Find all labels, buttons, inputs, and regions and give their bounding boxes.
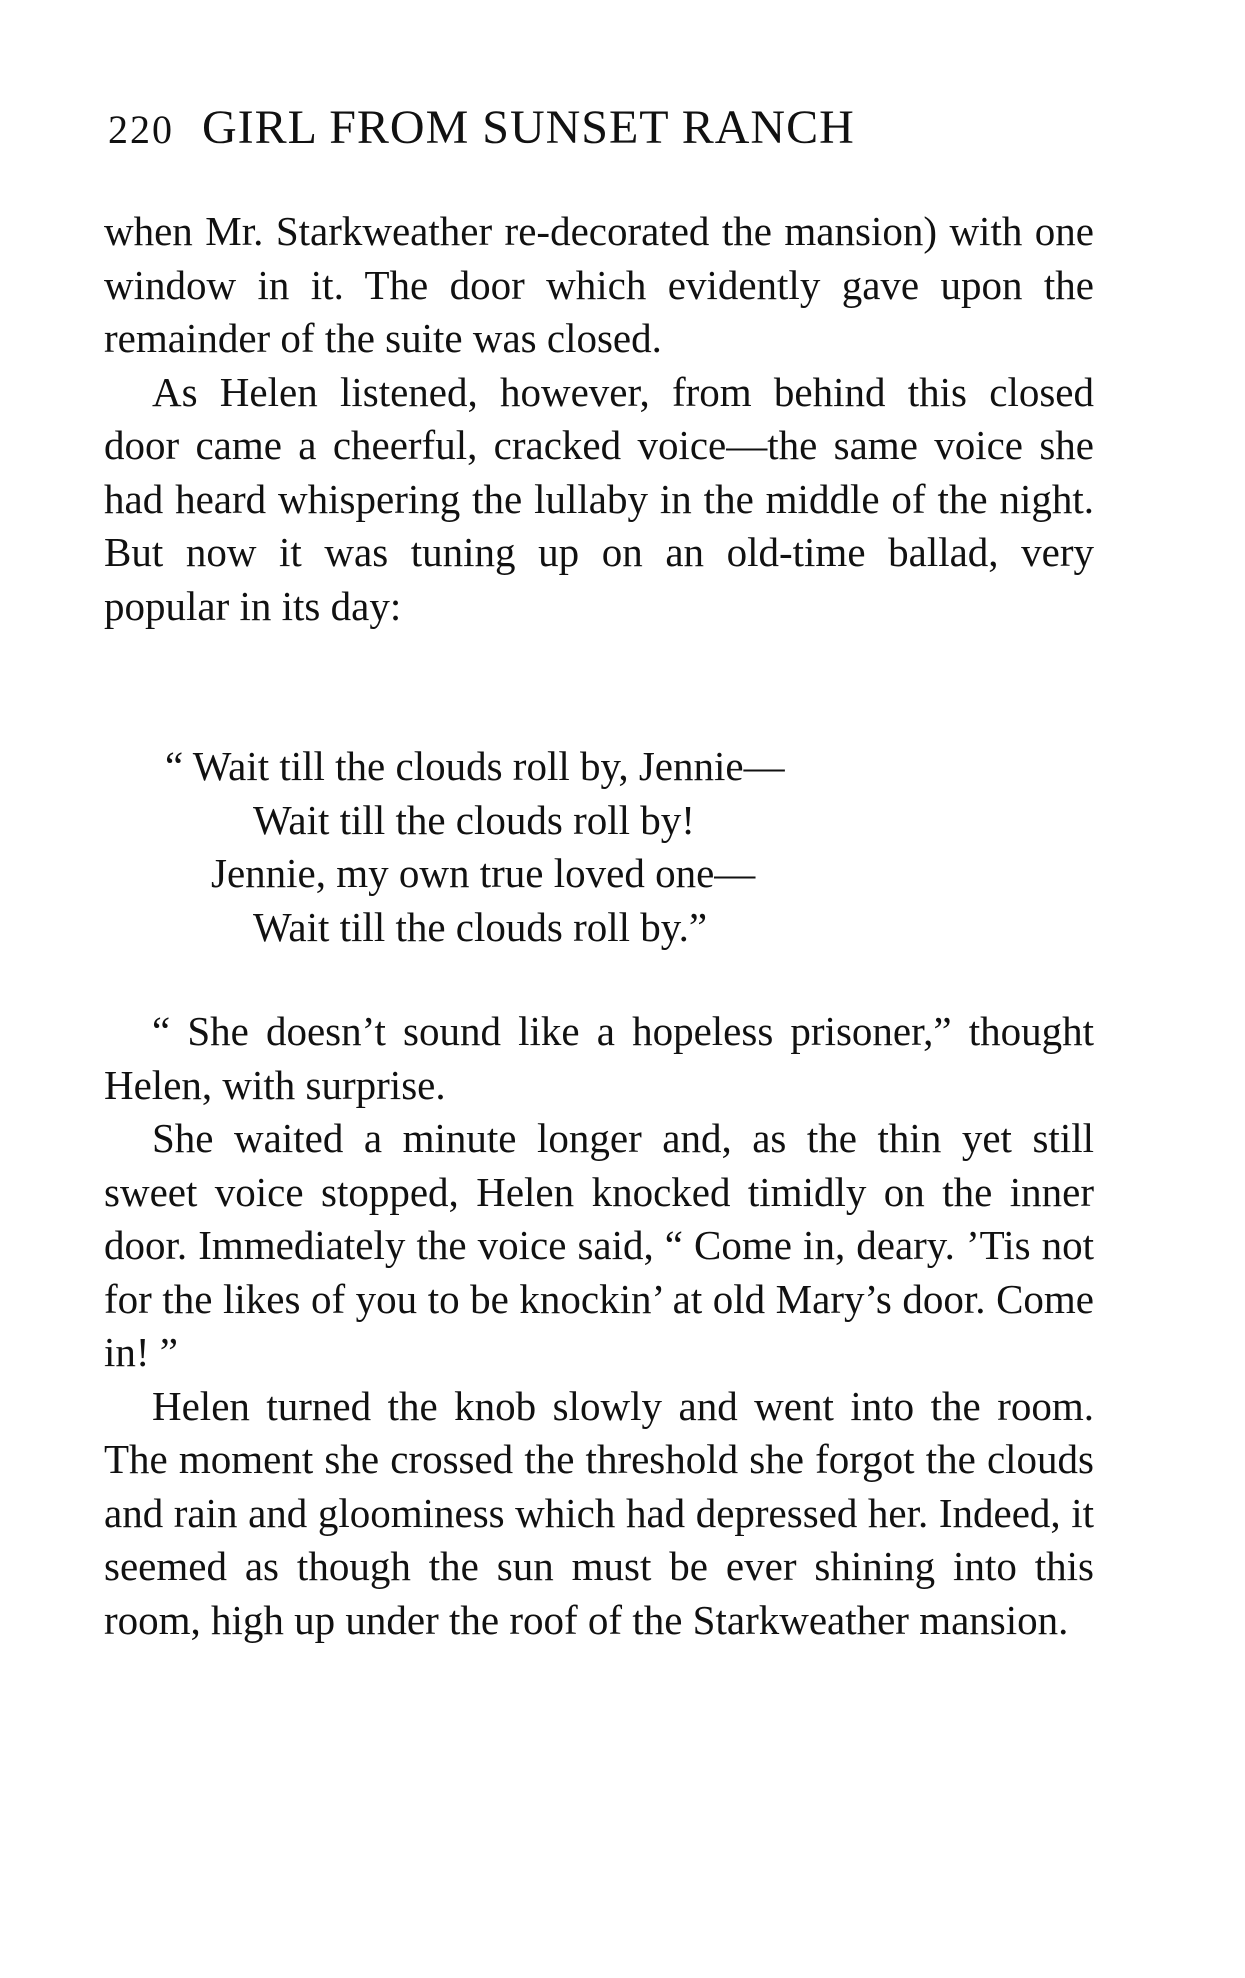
- paragraph-continued: when Mr. Starkweather re-decorated the mansion) with one window in it. The door which evidently gave upon the remainder of the suite was closed.: [104, 208, 1094, 361]
- verse-line: Jennie, my own true loved one—: [211, 850, 756, 896]
- paragraph: Helen turned the knob slowly and went into the room. The moment she crossed the threshold she forgot the clouds and rain and gloominess which had depressed her. Indeed, it seemed as though the sun must be ever shining into this room, high up under the roof of the Starkweather mansion.: [104, 1382, 1094, 1643]
- verse-line: Wait till the clouds roll by!: [253, 796, 695, 843]
- page-number: 220: [108, 107, 174, 152]
- verse-quotation: [165, 740, 785, 954]
- text-block-bottom: [104, 1005, 1094, 1647]
- text-block-top: [104, 205, 1094, 633]
- book-title: GIRL FROM SUNSET RANCH: [202, 101, 855, 154]
- verse-line: Wait till the clouds roll by.”: [253, 903, 708, 950]
- paragraph: She waited a minute longer and, as the thin yet still sweet voice stopped, Helen knocked timidly on the inner door. Immediately the voice said, “ Come in, deary. ’Tis not for the likes of you to be knockin’ at old Mary’s door. Come in! ”: [104, 1115, 1094, 1375]
- running-head: [108, 100, 855, 155]
- paragraph: “ She doesn’t sound like a hopeless prisoner,” thought Helen, with surprise.: [104, 1008, 1094, 1108]
- verse-line: “ Wait till the clouds roll by, Jennie—: [165, 743, 785, 789]
- paragraph: As Helen listened, however, from behind this closed door came a cheerful, cracked voice—the same voice she had heard whispering the lullaby in the middle of the night. But now it was tuning up on an old-time ballad, very popular in its day:: [104, 368, 1094, 629]
